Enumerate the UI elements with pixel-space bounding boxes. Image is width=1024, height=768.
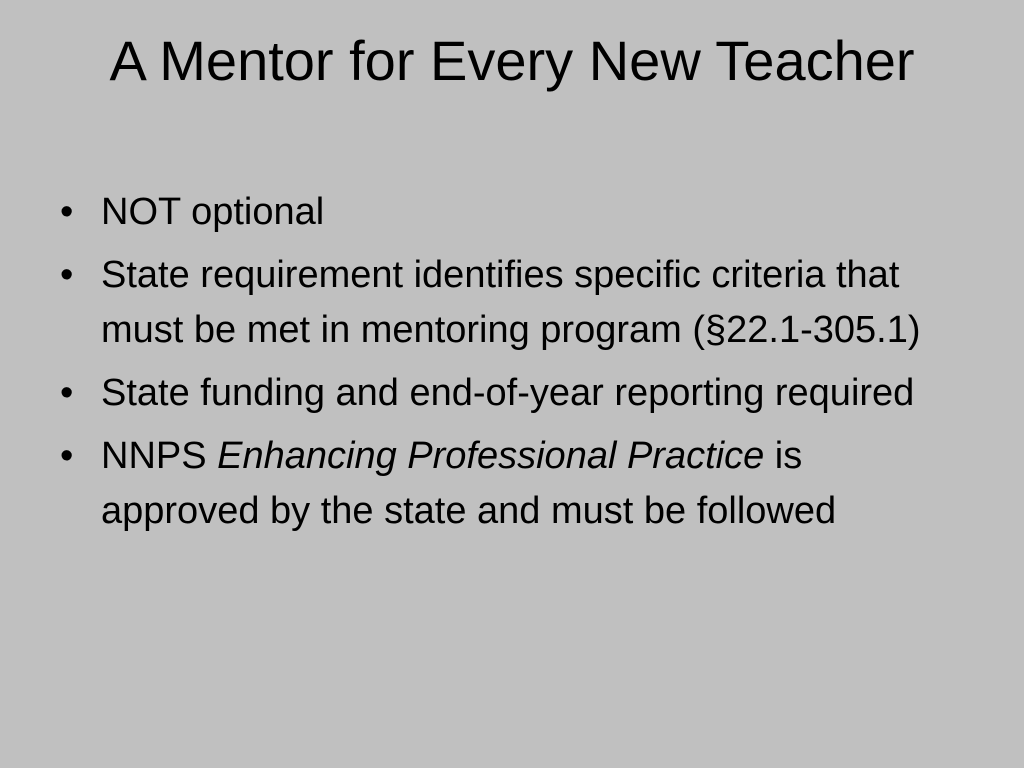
bullet-text: State funding and end-of-year reporting required [101, 372, 915, 414]
bullet-dot-icon: • [60, 435, 74, 477]
bullet-dot-icon: • [60, 254, 74, 296]
bullet-text-prefix: NNPS [101, 435, 218, 477]
slide-title: A Mentor for Every New Teacher [109, 29, 915, 92]
bullet-text: State requirement identifies specific criteria that must be met in mentoring program (§22.1-305.1) [101, 254, 921, 351]
bullet-item [60, 185, 960, 240]
bullet-text-emphasis: Enhancing Professional Practice [217, 435, 765, 477]
bullet-text-suffix: is approved by the state and must be followed [101, 435, 837, 532]
bullet-dot-icon: • [60, 372, 74, 414]
bullet-dot-icon: • [60, 191, 74, 233]
bullet-item [60, 366, 960, 421]
bullet-item [60, 248, 960, 358]
bullet-item [60, 429, 960, 539]
bullet-list [60, 185, 960, 547]
bullet-text: NOT optional [101, 191, 325, 233]
